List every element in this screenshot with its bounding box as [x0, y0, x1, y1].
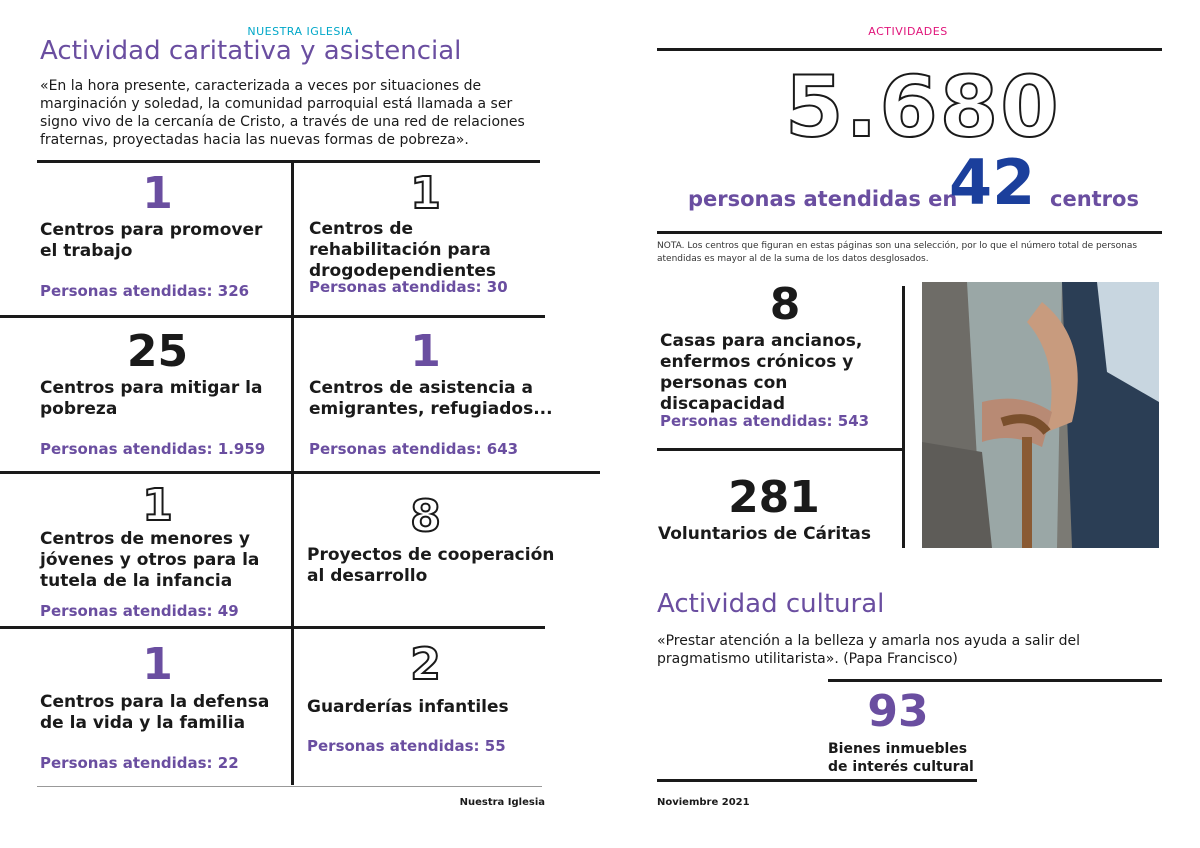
section-tag-actividades: ACTIVIDADES: [868, 25, 948, 38]
stat-number: 1: [410, 168, 441, 219]
stat-label: Proyectos de cooperación al desarrollo: [307, 545, 555, 586]
footer-left: Nuestra Iglesia: [459, 797, 545, 808]
centers-count: 42: [949, 146, 1036, 219]
stat-number: 8: [769, 279, 801, 330]
stat-number: 93: [867, 686, 929, 737]
stat-number: 25: [126, 326, 189, 377]
divider: [37, 786, 542, 787]
stat-label: Guarderías infantiles: [307, 697, 509, 717]
intro-paragraph: «En la hora presente, caracterizada a veces por situaciones de marginación y soledad, la comunidad parroquial está llamada a ser signo vivo de la cercanía de Cristo, a través de una red de relaciones fraternas, proyectadas hacia las nuevas formas de pobreza».: [40, 78, 525, 148]
grid-line: [0, 471, 600, 474]
stat-label: Voluntarios de Cáritas: [658, 524, 871, 544]
photo-elderly-hands-cane: [922, 282, 1159, 548]
grid-line: [0, 626, 545, 629]
people-served-line: personas atendidas en: [688, 187, 958, 211]
section-tag-nuestra-iglesia: NUESTRA IGLESIA: [247, 25, 353, 38]
grid-line: [0, 315, 545, 318]
stat-label: Bienes inmuebles de interés cultural: [828, 741, 974, 775]
page-title-caritativa: Actividad caritativa y asistencial: [40, 36, 462, 66]
divider: [657, 48, 1162, 51]
grid-line: [902, 286, 905, 548]
stat-label: Centros de rehabilitación para drogodependientes: [309, 219, 496, 281]
people-served: Personas atendidas: 30: [309, 278, 508, 296]
stat-number: 2: [410, 639, 441, 690]
people-served: Personas atendidas: 543: [660, 412, 870, 430]
centers-text: centros: [1050, 187, 1139, 211]
people-served: Personas atendidas: 326: [40, 282, 250, 300]
stat-label: Centros para la defensa de la vida y la familia: [40, 692, 270, 733]
people-served: Personas atendidas: 643: [309, 440, 519, 458]
divider: [657, 231, 1162, 234]
people-served: Personas atendidas: 55: [307, 737, 506, 755]
stat-label: Centros de asistencia a emigrantes, refugiados...: [309, 378, 553, 419]
cultural-quote: «Prestar atención a la belleza y amarla nos ayuda a salir del pragmatismo utilitarista». (Papa Francisco): [657, 633, 1080, 667]
big-total-number: 5.680: [785, 58, 1061, 156]
stat-number: 1: [142, 480, 173, 531]
grid-line: [657, 448, 902, 451]
stat-number: 1: [142, 168, 173, 219]
stat-label: Centros para mitigar la pobreza: [40, 378, 263, 419]
footer-right: Noviembre 2021: [657, 797, 750, 808]
people-served: Personas atendidas: 22: [40, 754, 239, 772]
divider: [828, 679, 1162, 682]
people-served: Personas atendidas: 49: [40, 602, 239, 620]
stat-number: 281: [728, 472, 820, 523]
stat-number: 1: [410, 326, 441, 377]
people-served: Personas atendidas: 1.959: [40, 440, 266, 458]
stat-label: Casas para ancianos, enfermos crónicos y personas con discapacidad: [660, 331, 863, 414]
section-title-cultural: Actividad cultural: [657, 589, 885, 619]
grid-line: [37, 160, 540, 163]
stat-label: Centros de menores y jóvenes y otros para la tutela de la infancia: [40, 529, 260, 591]
divider: [657, 779, 977, 782]
grid-line: [291, 160, 294, 785]
stat-label: Centros para promover el trabajo: [40, 220, 263, 261]
note-text: NOTA. Los centros que figuran en estas páginas son una selección, por lo que el número total de personas atendidas es mayor al de la suma de los datos desglosados.: [657, 241, 1138, 264]
stat-number: 8: [410, 491, 441, 542]
stat-number: 1: [142, 639, 173, 690]
